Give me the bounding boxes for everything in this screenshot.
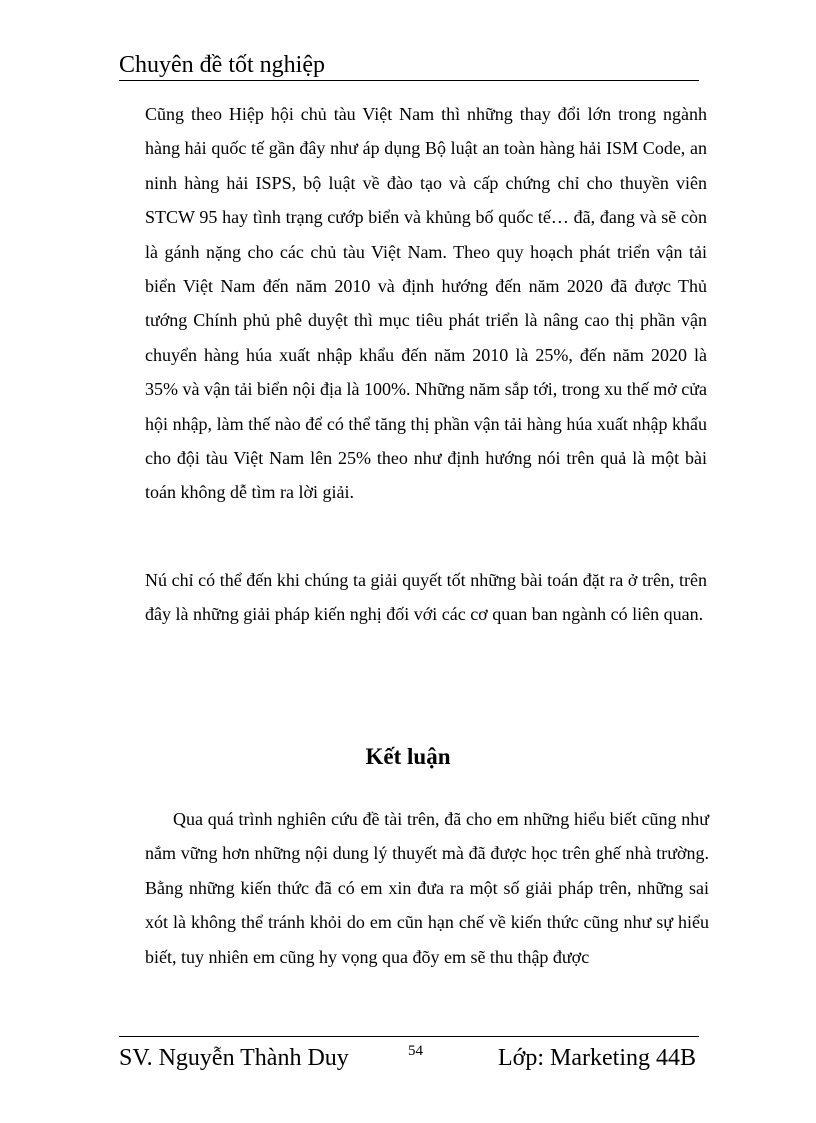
header-divider [119,80,699,81]
footer-class: Lớp: Marketing 44B [498,1045,696,1071]
body-paragraph-1: Cũng theo Hiệp hội chủ tàu Việt Nam thì những thay đổi lớn trong ngành hàng hải quốc tế gần đây như áp dụng Bộ luật an toàn hàng hải ISM Code, an ninh hàng hải ISPS, bộ luật về đào tạo và cấp chứng chỉ cho thuyền viên STCW 95 hay tình trạng cướp biển và khủng bố quốc tế… đã, đang và sẽ còn là gánh nặng cho các chủ tàu Việt Nam. Theo quy hoạch phát triển vận tải biển Việt Nam đến năm 2010 và định hướng đến năm 2020 đã được Thủ tướng Chính phủ phê duyệt thì mục tiêu phát triển là nâng cao thị phần vận chuyển hàng húa xuất nhập khẩu đến năm 2010 là 25%, đến năm 2020 là 35% và vận tải biển nội địa là 100%. Những năm sắp tới, trong xu thế mở cửa hội nhập, làm thế nào để có thể tăng thị phần vận tải hàng húa xuất nhập khẩu cho đội tàu Việt Nam lên 25% theo như định hướng nói trên quả là một bài toán không dễ tìm ra lời giải. [145,104,707,503]
footer-divider [119,1036,699,1037]
page-number: 54 [408,1043,423,1059]
body-paragraph-2: Nú chỉ có thể đến khi chúng ta giải quyết tốt những bài toán đặt ra ở trên, trên đây là những giải pháp kiến nghị đối với các cơ quan ban ngành có liên quan. [145,570,707,625]
footer-student-name: SV. Nguyễn Thành Duy [119,1045,349,1071]
conclusion-heading: Kết luận [365,744,451,769]
conclusion-paragraph: Qua quá trình nghiên cứu đề tài trên, đã cho em những hiểu biết cũng như nắm vững hơn những nội dung lý thuyết mà đã được học trên ghế nhà trường. Bằng những kiến thức đã có em xin đưa ra một số giải pháp trên, những sai xót là không thể tránh khỏi do em cũn hạn chế về kiến thức cũng như sự hiểu biết, tuy nhiên em cũng hy vọng qua đõy em sẽ thu thập được [145,809,709,967]
header-title: Chuyên đề tốt nghiệp [119,52,325,78]
